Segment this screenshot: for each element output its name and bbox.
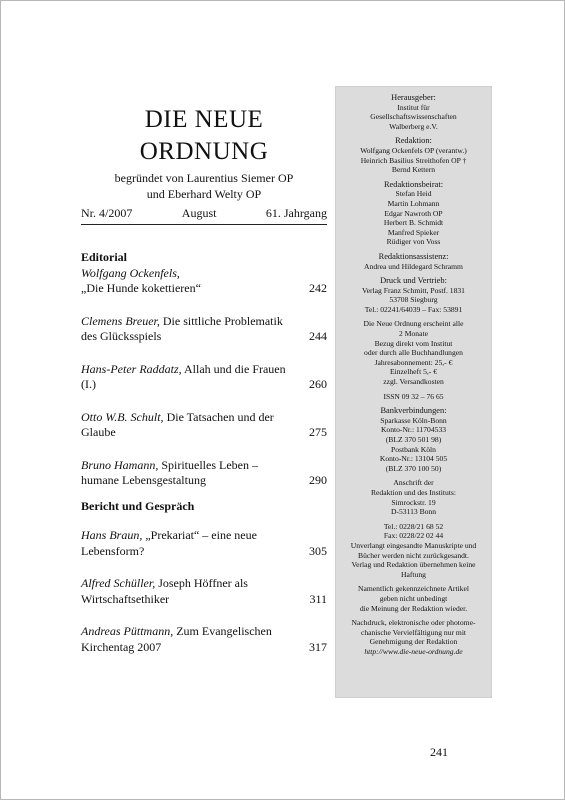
toc-page: 305	[309, 543, 327, 558]
toc-entry[interactable]	[81, 362, 327, 393]
founders-line: begründet von Laurentius Siemer OP und Eberhard Welty OP	[114, 171, 294, 201]
section-heading-editorial: Editorial	[81, 250, 128, 264]
page-number: 241	[430, 745, 448, 759]
board-heading: Redaktionsbeirat:	[383, 179, 444, 189]
issue-info	[81, 205, 327, 221]
website-link[interactable]: http://www.die-neue-ordnung.de	[364, 646, 463, 656]
reprint-notice: Nachdruck, elektronische oder photome- chanische Vervielfältigung nur mit Genehmigung der Redaktion http://www.die-neue-ordnung.de	[336, 618, 491, 656]
toc-author: Alfred Schüller,	[81, 576, 156, 590]
toc-title: Die sittliche Problematik des Glücksspiels	[81, 313, 283, 343]
toc-author: Otto W.B. Schult,	[81, 409, 164, 424]
toc-entry[interactable]	[81, 410, 327, 441]
contact-info: Tel.: 0228/21 68 52 Fax: 0228/22 02 44 Unverlangt eingesandte Manuskripte und Bücher werden nicht zurückgesandt. Verlag und Redaktion übernehmen keine Haftung	[350, 521, 477, 579]
imprint-box: Herausgeber: Institut für Gesellschaftswissenschaften Walberberg e.V. Redaktion: Wolfgang Ockenfels OP (verantw.) Heinrich Basilius Streithofen OP † Bernd Kettern Redaktionsbeirat: Stefan Heid Martin Lohmann Edgar Nawroth OP Herbert B. Schmidt Manfred Spieker Rüdiger von Voss Redaktionsassistenz: Andrea und Hildegard Schramm Druck und Vertrieb: Verlag Franz Schmitt, Postf. 1831 53708 Siegburg Tel.: 02241/64039 – Fax: 53891 Die Neue Ordnung erscheint alle 2 Monate Bezug direkt vom Institut oder durch alle Buchhandlungen Jahresabonnement: 25,- € Einzelheft 5,- € zzgl. Versandkosten ISSN 09 32 – 76 65 Bankverbindungen: Sparkasse Köln-Bonn Konto-Nr.: 11704533 (BLZ 370 501 98) Postbank Köln Konto-Nr.: 13104 505 (BLZ 370 100 50) Anschrift der Redaktion und des Instituts: Simrockstr. 19 D-53113 Bonn Tel.: 0228/21 68 52 Fax: 0228/22 02 44 Unverlangt eingesandte Manuskripte und Bücher werden nicht zurückgesandt. Verlag und Redaktion übernehmen keine Haftung Namentlich gekennzeichnete Artikel geben nicht unbedingt die Meinung der Redaktion wieder. Nachdruck, elektronische oder photome- chanische Vervielfältigung nur mit Genehmigung der Redaktion http://www.die-neue-ordnung.de	[335, 86, 492, 698]
toc-page: 260	[309, 377, 327, 391]
toc-title: Die Tatsachen und der Glaube	[81, 409, 274, 439]
bank-heading: Bankverbindungen:	[380, 406, 447, 416]
issn: ISSN 09 32 – 76 65	[383, 391, 444, 401]
toc-title: Zum Evangelischen Kirchentag 2007	[81, 624, 272, 654]
issue-volume: 61. Jahrgang	[265, 206, 327, 220]
section-heading-report: Bericht und Gespräch	[81, 498, 195, 513]
address: Anschrift der Redaktion und des Instituts: Simrockstr. 19 D-53113 Bonn	[370, 478, 456, 517]
issue-month: August	[181, 206, 217, 220]
toc-page: 244	[309, 329, 327, 343]
toc-author: Bruno Hamann,	[81, 457, 159, 472]
toc-author: Clemens Breuer,	[81, 313, 160, 328]
masthead	[81, 100, 327, 202]
toc-page: 275	[309, 425, 327, 439]
toc-entry[interactable]	[81, 576, 327, 607]
toc-author: Wolfgang Ockenfels,	[81, 265, 180, 280]
disclaimer: Namentlich gekennzeichnete Artikel geben nicht unbedingt die Meinung der Redaktion wieder.	[358, 584, 469, 613]
toc-title: Spirituelles Leben – humane Lebensgestaltung	[81, 457, 258, 487]
toc-title: Allah und die Frauen (I.)	[81, 361, 286, 391]
divider	[81, 224, 327, 225]
toc-entry[interactable]	[81, 624, 327, 655]
editors-heading: Redaktion:	[395, 136, 432, 146]
toc-author: Hans-Peter Raddatz,	[81, 361, 182, 376]
toc-entry[interactable]	[81, 528, 327, 559]
toc-author: Andreas Püttmann,	[81, 624, 174, 638]
toc-entry[interactable]	[81, 458, 327, 489]
assistant-heading: Redaktionsassistenz:	[378, 251, 449, 261]
issue-number: Nr. 4/2007	[81, 206, 133, 220]
table-of-contents	[81, 250, 327, 655]
toc-author: Hans Braun,	[81, 528, 143, 542]
toc-page: 290	[309, 473, 327, 487]
toc-entry[interactable]	[81, 266, 327, 297]
toc-page: 317	[309, 639, 327, 654]
toc-page: 311	[309, 591, 327, 606]
toc-title: Joseph Höffner als Wirtschaftsethiker	[81, 576, 248, 606]
toc-page: 242	[309, 281, 327, 295]
toc-title: „Die Hunde kokettieren“	[81, 281, 201, 295]
toc-entry[interactable]	[81, 314, 327, 345]
journal-title: DIE NEUE ORDNUNG	[139, 106, 269, 165]
toc-title: „Prekariat“ – eine neue Lebensform?	[81, 528, 257, 558]
subscription-info: Die Neue Ordnung erscheint alle 2 Monate Bezug direkt vom Institut oder durch alle Buchhandlungen Jahresabonnement: 25,- € Einzelheft 5,- € zzgl. Versandkosten	[363, 319, 464, 387]
publisher-heading: Herausgeber:	[391, 93, 436, 102]
print-heading: Druck und Vertrieb:	[380, 276, 447, 286]
